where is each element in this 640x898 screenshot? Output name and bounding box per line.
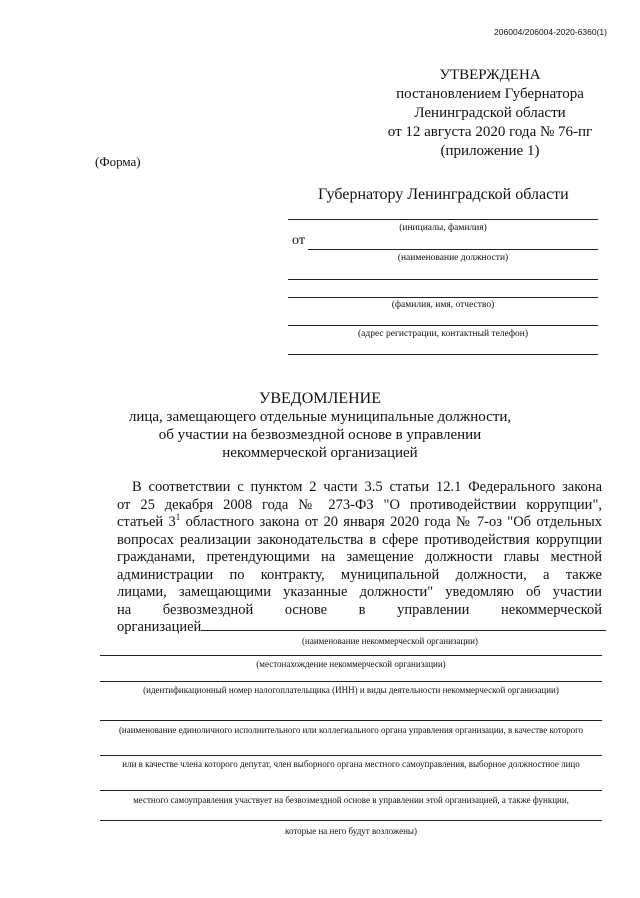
body-text: статьей 3 — [117, 514, 176, 530]
field-line — [100, 681, 602, 682]
approval-line: Ленинградской области — [414, 105, 566, 121]
caption-participation: местного самоуправления участвует на безвозмездной основе в управлении этой организацией, а также функции, — [133, 795, 569, 805]
form-label: (Форма) — [95, 154, 141, 169]
org-name-fill-line — [201, 629, 606, 631]
body-line-last — [117, 619, 602, 637]
caption-org-location: (местонахождение некоммерческой организации) — [256, 659, 446, 669]
caption-org-name: (наименование некоммерческой организации) — [302, 636, 478, 646]
addressee: Губернатору Ленинградской области — [318, 186, 569, 203]
document-id: 206004/206004-2020-6360(1) — [494, 27, 607, 37]
field-line — [288, 279, 598, 280]
approval-block — [380, 66, 600, 161]
field-line — [100, 720, 602, 721]
from-label: от — [292, 233, 305, 248]
body-line: администрации по контракту, муниципальной должности, а также — [117, 566, 602, 583]
body-line: на безвозмездной основе в управлении некоммерческой — [117, 601, 602, 618]
approval-line: постановлением Губернатора — [396, 86, 584, 102]
field-line — [288, 325, 598, 326]
body-line: В соответствии с пунктом 2 части 3.5 статьи 12.1 Федерального закона — [132, 479, 602, 495]
title-line: некоммерческой организацией — [222, 445, 418, 461]
body-line: вопросах реализации законодательства в сфере противодействия коррупции — [117, 531, 602, 548]
field-line — [308, 249, 598, 250]
caption-inn-activity: (идентификационный номер налогоплательщика (ИНН) и виды деятельности некоммерческой организации) — [143, 685, 559, 695]
body-text: организацией — [117, 619, 202, 635]
title-line: лица, замещающего отдельные муниципальные должности, — [128, 409, 512, 425]
caption-member: или в качестве члена которого депутат, член выборного органа местного самоуправления, выборное должностное лицо — [122, 759, 580, 769]
field-line — [288, 297, 598, 298]
title-line: об участии на безвозмездной основе в управлении — [158, 427, 482, 443]
approval-line: от 12 августа 2020 года № 76-пг — [387, 124, 593, 140]
title-heading: УВЕДОМЛЕНИЕ — [259, 390, 381, 407]
notice-title — [100, 390, 540, 462]
approval-heading: УТВЕРЖДЕНА — [439, 67, 541, 83]
field-line — [100, 790, 602, 791]
field-line — [100, 655, 602, 656]
approval-line: (приложение 1) — [440, 143, 540, 159]
body-line: лицами, замещающими указанные должности" уведомляю об участии — [117, 584, 602, 600]
body-line: от 25 декабря 2008 года № 273-ФЗ "О противодействии коррупции", — [117, 496, 602, 513]
superscript: 1 — [175, 512, 181, 523]
caption-functions: которые на него будут возложены) — [285, 826, 417, 836]
body-line: гражданами, претендующими на замещение должности главы местной — [117, 549, 602, 565]
body-text: областного закона от 20 января 2020 года № 7-оз "Об отдельных — [180, 514, 602, 530]
field-caption-initials: (инициалы, фамилия) — [399, 223, 487, 233]
field-line — [288, 219, 598, 220]
field-caption-position: (наименование должности) — [397, 253, 509, 263]
field-caption-address: (адрес регистрации, контактный телефон) — [357, 329, 529, 339]
body-line — [117, 514, 602, 532]
field-line — [288, 354, 598, 355]
field-line — [100, 820, 602, 821]
body-paragraph — [117, 479, 602, 637]
field-line — [100, 755, 602, 756]
field-caption-fullname: (фамилия, имя, отчество) — [391, 300, 495, 310]
caption-management-body: (наименование единоличного исполнительного или коллегиального органа управления организации, в качестве которого — [118, 725, 584, 735]
